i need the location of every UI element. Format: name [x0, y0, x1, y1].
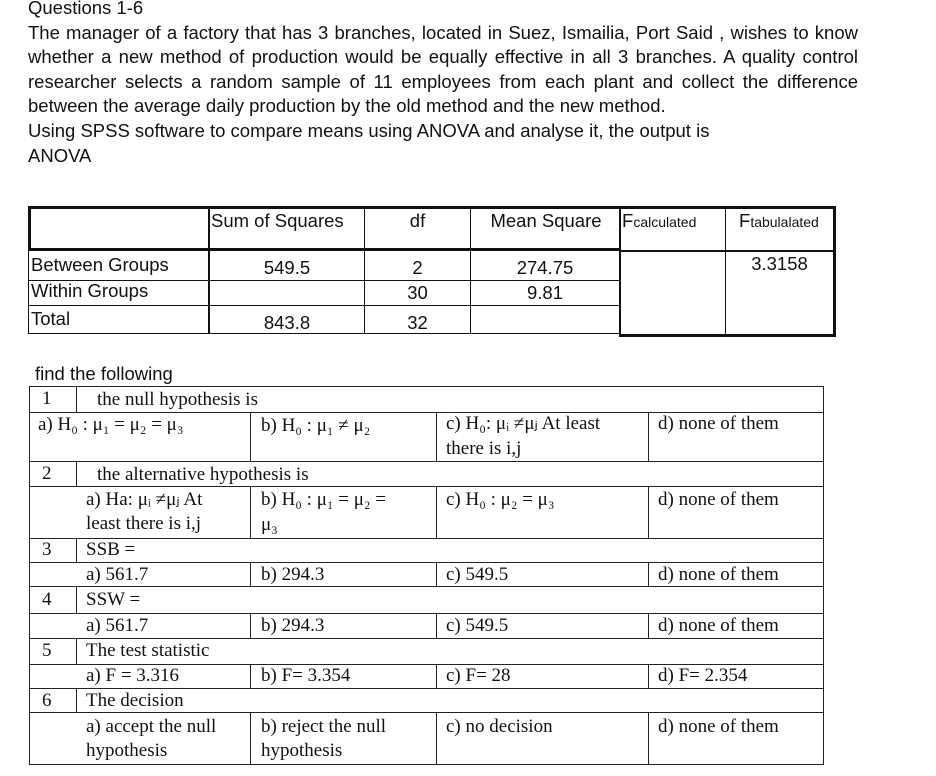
anova-header-fcalc — [622, 210, 696, 232]
option-a-line2: least there is i,j — [86, 513, 202, 534]
q-num-sep — [76, 638, 77, 664]
anova-cell-df: 32 — [407, 312, 428, 333]
q-opt-sep — [436, 486, 437, 538]
q-line — [29, 538, 824, 539]
anova-title: ANOVA — [28, 144, 92, 166]
questions-table — [29, 386, 824, 765]
q-line — [29, 461, 824, 462]
anova-cell-ms: 9.81 — [526, 282, 563, 303]
anova-header-ss: Sum of Squares — [211, 210, 344, 231]
q-num-sep — [76, 688, 77, 712]
anova-top-border — [28, 206, 836, 209]
option-c: c) 549.5 — [446, 615, 509, 636]
option-c-line2: there is i,j — [446, 438, 522, 459]
option-d: d) none of them — [658, 564, 779, 585]
question-prompt: the alternative hypothesis is — [97, 464, 309, 485]
q-opt-sep — [648, 562, 649, 586]
option-d: d) none of them — [658, 413, 779, 434]
anova-header-ms: Mean Square — [490, 210, 602, 231]
q-num-sep — [76, 461, 77, 486]
option-c: c) H₀ : μ₂ = μ₃ — [446, 489, 555, 510]
anova-left-border-body — [28, 249, 29, 334]
option-b: b) F= 3.354 — [261, 665, 351, 686]
q-opt-sep — [250, 562, 251, 586]
questions-heading: Questions 1-6 — [28, 0, 144, 18]
q-opt-sep — [648, 613, 649, 638]
q-opt-sep — [436, 412, 437, 461]
anova-right-border — [833, 206, 836, 337]
option-c: c) 549.5 — [446, 564, 509, 585]
option-a-line2: hypothesis — [86, 740, 168, 761]
option-c: c) F= 28 — [446, 665, 511, 686]
question-number: 6 — [42, 690, 52, 711]
q-num-sep — [76, 538, 77, 562]
fcalc-main: F — [622, 210, 634, 231]
anova-cell-df: 2 — [412, 257, 423, 278]
question-number: 2 — [42, 463, 52, 484]
anova-header-df: df — [409, 210, 426, 231]
spss-line: Using SPSS software to compare means using ANOVA and analyse it, the output is — [28, 119, 710, 141]
option-b: b) H₀ : μ₁ = μ₂ = — [261, 489, 387, 510]
option-a: a) Ha: μᵢ ≠μⱼ At — [86, 489, 203, 510]
option-c: c) H₀: μᵢ ≠μⱼ At least — [446, 413, 601, 434]
option-d: d) F= 2.354 — [658, 665, 748, 686]
anova-row-line-2 — [28, 305, 620, 306]
q-top-border — [29, 386, 824, 387]
question-number: 4 — [42, 589, 52, 610]
q-num-sep — [76, 586, 77, 613]
question-number: 3 — [42, 539, 52, 560]
option-a: a) 561.7 — [86, 615, 149, 636]
anova-cell-df: 30 — [407, 282, 428, 303]
ftab-sub: tabulalated — [750, 214, 819, 230]
anova-cell-ms: 274.75 — [516, 257, 574, 278]
anova-row-label: Within Groups — [31, 280, 149, 301]
option-b-line2: μ₃ — [261, 514, 278, 535]
anova-cell-ss: 549.5 — [263, 257, 311, 278]
option-b: b) H₀ : μ₁ ≠ μ₂ — [261, 415, 371, 436]
option-a: a) H₀ : μ₁ = μ₂ = μ₃ — [38, 414, 184, 435]
anova-row-label: Total — [31, 308, 71, 329]
question-prompt: The decision — [86, 690, 184, 711]
q-opt-sep — [648, 412, 649, 461]
option-b-line2: hypothesis — [261, 740, 343, 761]
option-d: d) none of them — [658, 716, 779, 737]
option-a: a) accept the null — [86, 716, 217, 737]
problem-paragraph: The manager of a factory that has 3 branches, located in Suez, Ismailia, Port Said , wishes to know whether a new method of production would be equally effective in all 3 branches. A quality control researcher selects a random sample of 11 employees from each plant and collect the difference between the average daily production by the old method and the new method. — [28, 21, 858, 117]
anova-header-bottom-border — [28, 248, 620, 251]
q-opt-sep — [648, 712, 649, 764]
q-opt-sep — [250, 664, 251, 688]
q-right-border — [823, 386, 824, 765]
option-b: b) reject the null — [261, 716, 387, 737]
anova-f-bottom-border — [620, 334, 836, 337]
q-opt-sep — [436, 562, 437, 586]
option-a: a) 561.7 — [86, 564, 149, 585]
question-prompt: The test statistic — [86, 640, 210, 661]
option-d: d) none of them — [658, 489, 779, 510]
anova-f-tabulated-value: 3.3158 — [751, 253, 808, 274]
q-opt-sep — [250, 712, 251, 764]
question-prompt: SSW = — [86, 589, 141, 610]
intro-block — [28, 0, 858, 168]
anova-row-label: Between Groups — [31, 254, 169, 275]
q-opt-sep — [648, 664, 649, 688]
option-d: d) none of them — [658, 615, 779, 636]
anova-header-ftab — [739, 210, 819, 232]
fcalc-sub: calculated — [633, 214, 697, 230]
anova-f-divider — [620, 250, 836, 252]
q-opt-sep — [436, 712, 437, 764]
option-a: a) F = 3.316 — [86, 665, 180, 686]
ftab-main: F — [739, 210, 751, 231]
q-left-border — [29, 386, 30, 765]
q-num-sep — [76, 386, 77, 412]
q-opt-sep — [250, 613, 251, 638]
anova-left-border-header — [28, 206, 31, 249]
find-label: find the following — [35, 363, 173, 384]
q-opt-sep — [250, 412, 251, 461]
question-number: 1 — [42, 388, 52, 409]
q-opt-sep — [436, 613, 437, 638]
option-b: b) 294.3 — [261, 564, 325, 585]
question-number: 5 — [42, 640, 52, 661]
q-opt-sep — [250, 486, 251, 538]
option-c: c) no decision — [446, 716, 553, 737]
q-opt-sep — [648, 486, 649, 538]
q-opt-sep — [436, 664, 437, 688]
question-prompt: the null hypothesis is — [97, 389, 258, 410]
anova-cell-ss: 843.8 — [263, 312, 311, 333]
q-bottom-border — [29, 764, 824, 765]
question-prompt: SSB = — [86, 539, 136, 560]
anova-table — [28, 206, 838, 338]
option-b: b) 294.3 — [261, 615, 325, 636]
